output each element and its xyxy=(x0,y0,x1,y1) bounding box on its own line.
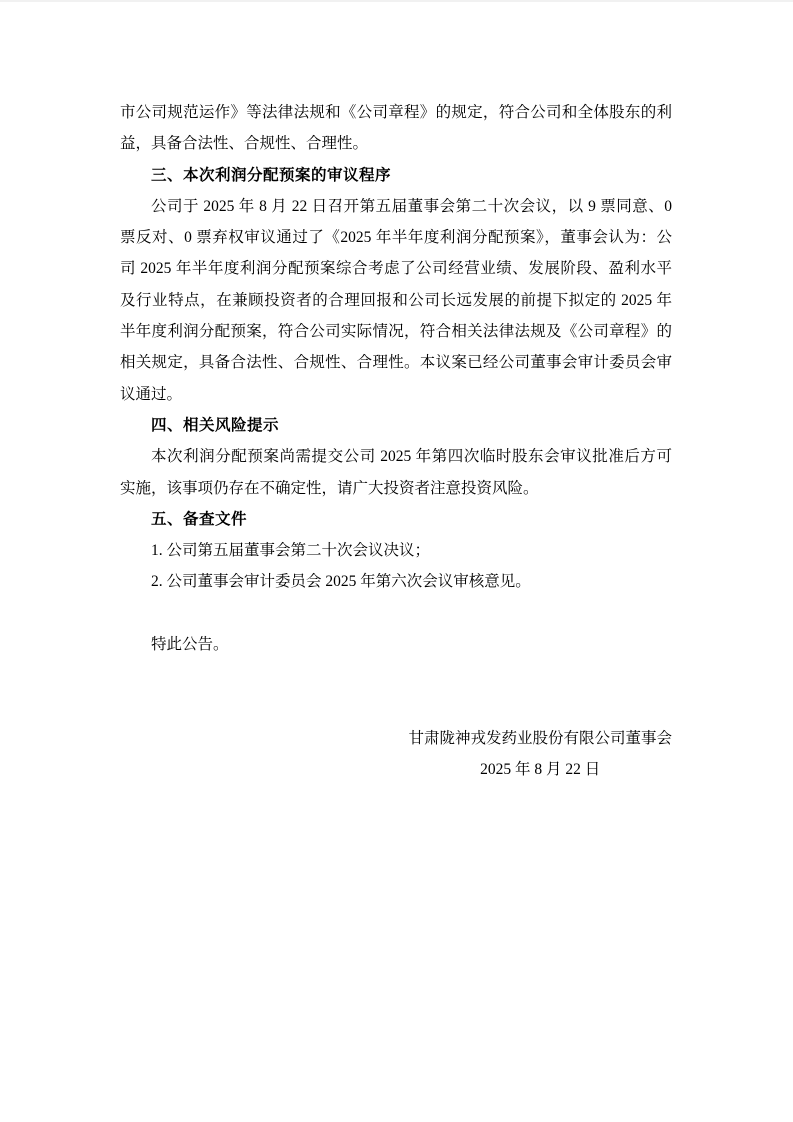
paragraph-review-procedure-line-4: 及行业特点，在兼顾投资者的合理回报和公司长远发展的前提下拟定的 2025 年 xyxy=(120,291,672,309)
signature-block xyxy=(120,723,672,786)
paragraph-compliance-continued-line-1: 市公司规范运作》等法律法规和《公司章程》的规定，符合公司和全体股东的利 xyxy=(120,104,672,121)
closing-statement: 特此公告。 xyxy=(151,636,229,654)
blank-line xyxy=(120,598,672,629)
page-top-edge xyxy=(0,0,793,2)
signature-block-inner xyxy=(408,723,672,786)
signature-company: 甘肃陇神戎发药业股份有限公司董事会 xyxy=(408,729,672,747)
paragraph-compliance-continued-line-2: 益，具备合法性、合规性、合理性。 xyxy=(120,135,369,153)
section-heading-review-procedure: 三、本次利润分配预案的审议程序 xyxy=(151,166,392,184)
paragraph-review-procedure-line-1: 公司于 2025 年 8 月 22 日召开第五届董事会第二十次会议，以 9 票同意、0 xyxy=(151,197,672,215)
paragraph-review-procedure-line-7: 议通过。 xyxy=(120,385,183,403)
paragraph-risk-line-2: 实施，该事项仍存在不确定性，请广大投资者注意投资风险。 xyxy=(120,479,539,497)
document-page-body xyxy=(120,97,672,786)
paragraph-review-procedure-line-6: 相关规定，具备合法性、合规性、合理性。本议案已经公司董事会审计委员会审 xyxy=(120,354,672,372)
paragraph-risk-line-1: 本次利润分配预案尚需提交公司 2025 年第四次临时股东会审议批准后方可 xyxy=(151,448,672,466)
signature-date: 2025 年 8 月 22 日 xyxy=(480,761,601,779)
paragraph-review-procedure-line-3: 司 2025 年半年度利润分配预案综合考虑了公司经营业绩、发展阶段、盈利水平 xyxy=(120,260,672,278)
paragraph-review-procedure-line-2: 票反对、0 票弃权审议通过了《2025 年半年度利润分配预案》，董事会认为：公 xyxy=(120,229,672,247)
backup-document-item-2: 2. 公司董事会审计委员会 2025 年第六次会议审核意见。 xyxy=(151,573,531,591)
section-heading-risk: 四、相关风险提示 xyxy=(151,416,280,434)
backup-document-item-1: 1. 公司第五届董事会第二十次会议决议； xyxy=(151,542,431,560)
blank-lines xyxy=(120,660,672,723)
paragraph-review-procedure-line-5: 半年度利润分配预案，符合公司实际情况，符合相关法律法规及《公司章程》的 xyxy=(120,323,672,341)
section-heading-documents: 五、备查文件 xyxy=(151,510,248,528)
